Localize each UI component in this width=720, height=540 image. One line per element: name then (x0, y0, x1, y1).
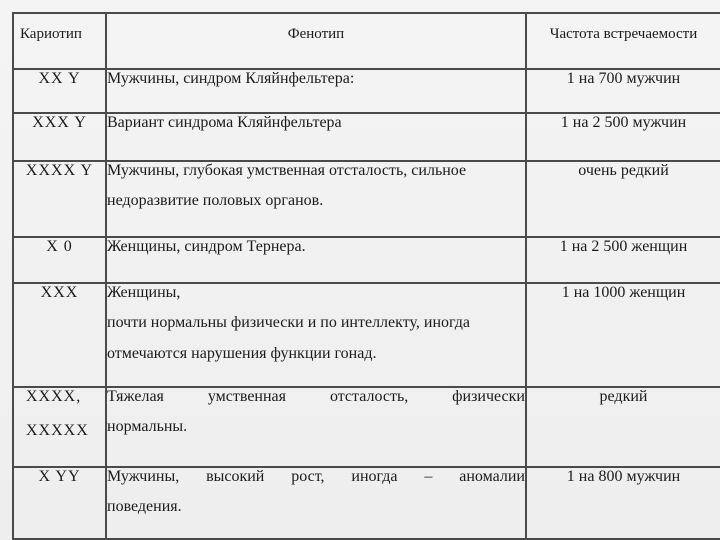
table-row (13, 161, 720, 237)
frequency-cell: 1 на 700 мужчин (526, 69, 720, 113)
table-row (13, 467, 720, 539)
frequency-cell: 1 на 1000 женщин (526, 283, 720, 387)
phenotype-word: отсталость, (329, 388, 409, 405)
karyotype-cell (13, 237, 106, 283)
phenotype-cell (106, 283, 526, 387)
phenotype-word: – (424, 468, 433, 485)
karyotype-text: X YY (38, 468, 81, 485)
phenotype-word: Мужчины, (107, 468, 180, 485)
phenotype-word: иногда (351, 468, 398, 485)
phenotype-cell (106, 467, 526, 539)
karyotype-text: XXXX Y (25, 162, 94, 179)
phenotype-cell (106, 113, 526, 161)
phenotype-word: высокий (206, 468, 265, 485)
phenotype-word: физически (452, 388, 525, 405)
table-row (13, 283, 720, 387)
frequency-cell: 1 на 800 мужчин (526, 467, 720, 539)
header-frequency: Частота встречаемости (526, 13, 720, 69)
karyotype-cell (13, 283, 106, 387)
table-row (13, 387, 720, 467)
phenotype-word: аномалии (459, 468, 525, 485)
karyotype-text: XXXXX (26, 422, 89, 440)
phenotype-text: Вариант синдрома Кляйнфельтера (107, 114, 342, 131)
phenotype-text: поведения. (107, 498, 182, 516)
karyotype-cell (13, 467, 106, 539)
frequency-cell: 1 на 2 500 мужчин (526, 113, 720, 161)
frequency-cell: редкий (526, 387, 720, 467)
phenotype-cell (106, 387, 526, 467)
table-header-row (13, 13, 720, 69)
phenotype-text: почти нормальны физически и по интеллекту, иногда (107, 314, 471, 332)
phenotype-cell (106, 69, 526, 113)
phenotype-cell (106, 237, 526, 283)
phenotype-word: Тяжелая (107, 388, 164, 405)
frequency-cell: 1 на 2 500 женщин (526, 237, 720, 283)
karyotype-cell (13, 161, 106, 237)
header-karyotype: Кариотип (13, 13, 106, 69)
phenotype-text: Женщины, синдром Тернера. (107, 238, 306, 255)
karyotype-text: XX Y (38, 70, 81, 87)
phenotype-text: нормальны. (107, 418, 188, 436)
phenotype-text: отмечаются нарушения функции гонад. (107, 344, 377, 362)
phenotype-text: Мужчины, синдром Кляйнфельтера: (107, 70, 355, 87)
karyotype-table (12, 12, 720, 540)
karyotype-text: XXX Y (32, 114, 87, 131)
phenotype-word: умственная (207, 388, 287, 405)
phenotype-cell (106, 161, 526, 237)
table-row (13, 113, 720, 161)
phenotype-text: недоразвитие половых органов. (107, 192, 324, 210)
phenotype-text: Мужчины, глубокая умственная отсталость, сильное (107, 162, 467, 179)
karyotype-text: X 0 (46, 238, 73, 255)
header-phenotype: Фенотип (106, 13, 526, 69)
karyotype-cell (13, 69, 106, 113)
karyotype-cell (13, 113, 106, 161)
phenotype-text: Женщины, (107, 284, 181, 301)
karyotype-cell (13, 387, 106, 467)
phenotype-justified-line (107, 468, 525, 486)
karyotype-text: XXX (40, 284, 79, 301)
table-row (13, 237, 720, 283)
phenotype-justified-line (107, 388, 525, 406)
karyotype-text: XXXX, (26, 388, 82, 405)
table-row (13, 69, 720, 113)
phenotype-word: рост, (291, 468, 325, 485)
frequency-cell: очень редкий (526, 161, 720, 237)
